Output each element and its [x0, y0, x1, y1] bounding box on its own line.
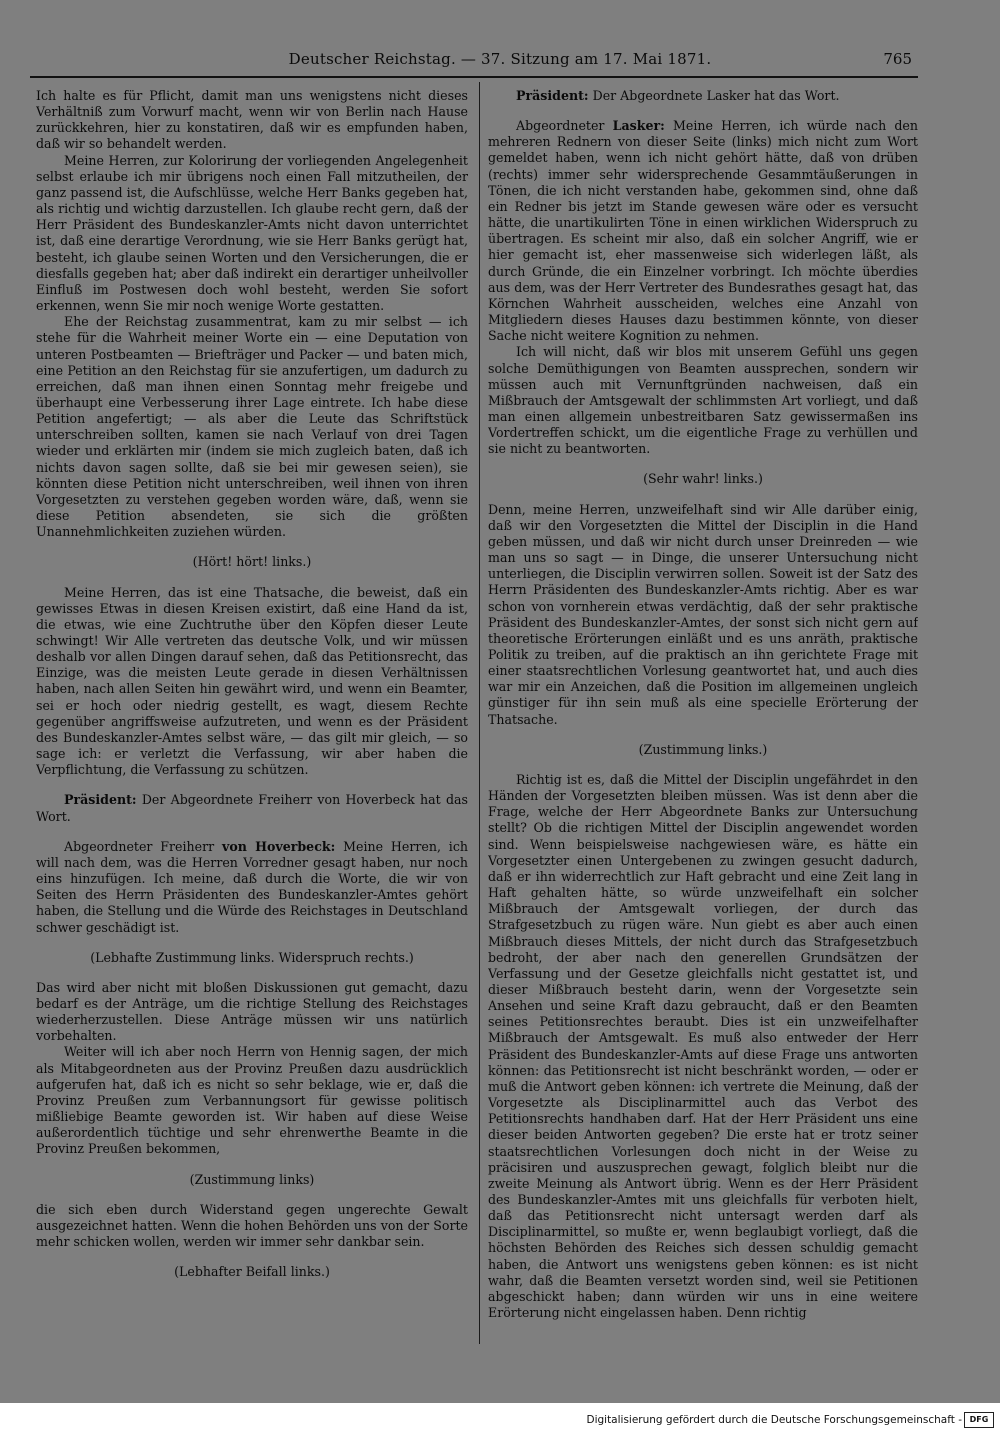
speaker-name: von Hoverbeck:: [222, 838, 336, 854]
paragraph-gap: [36, 825, 468, 839]
speech-paragraph: [36, 839, 468, 936]
speech-paragraph: [488, 118, 918, 344]
speaker-name: Lasker:: [612, 118, 665, 134]
speech-paragraph: [488, 88, 918, 104]
running-header: [0, 50, 1000, 72]
body-paragraph: Meine Herren, das ist eine Thatsache, die beweist, daß ein gewisses Etwas in diesen Kreisen existirt, daß eine Hand da ist, die etwas, wie eine Zuchtruthe über den Köpfen dieser Leute schwingt! Wir Alle vertreten das deutsche Volk, und wir müssen deshalb vor allen Dingen darauf sehen, daß das Petitionsrecht, das Einzige, was die meisten Leute gerade in diesen Verhältnissen haben, nach allen Seiten hin gewährt wird, und wenn ein Beamter, sei er hoch oder niedrig gestellt, es wagt, diesem Rechte gegenüber angriffsweise aufzutreten, und wenn es der Präsident des Bundeskanzler-Amtes selbst wäre, — das gilt mir gleich, — so sage ich: er verletzt die Verfassung, wir aber haben die Verpflichtung, die Verfassung zu schützen.: [36, 584, 468, 778]
body-paragraph: Weiter will ich aber noch Herrn von Hennig sagen, der mich als Mitabgeordneten aus der Provinz Preußen dazu ausdrücklich aufgerufen hat, daß ich es nicht so sehr beklage, wie er, daß die Provinz Preußen zum Verbannungsort für gewisse politisch mißliebige Beamte geworden ist. Wir haben auf diese Weise außerordentlich tüchtige und sehr ehrenwerthe Beamte in die Provinz Preußen bekommen,: [36, 1044, 468, 1157]
funding-credit: Digitalisierung gefördert durch die Deutsche Forschungsgemeinschaft -: [586, 1414, 962, 1426]
speaker-title: Abgeordneter Freiherr: [64, 838, 222, 854]
speech-text: Meine Herren, ich würde nach den mehreren Rednern von dieser Seite (links) mich nicht zum Wort gemeldet haben, wenn ich nicht gehört hätte, daß von drüben (rechts) immer sehr widersprechende Gesammtäußerungen in Tönen, die ich nicht verstanden habe, gekommen sind, ohne daß ein Redner bis jetzt im Stande gewesen wäre oder es versucht hätte, die unartikulirten Töne in einen wirklichen Widerspruch zu übertragen. Es scheint mir also, daß ein solcher Angriff, wie er hier gemacht ist, eher massenweise sich widerlegen läßt, als durch Gründe, die ein Einzelner vorbringt. Ich möchte überdies aus dem, was der Herr Vertreter des Bundesrathes gesagt hat, das Körnchen Wahrheit ausscheiden, welches eine Anzahl von Mitgliedern dieses Hauses dazu bestimmen könnte, von dieser Sache nicht weitere Kognition zu nehmen.: [488, 118, 918, 344]
body-paragraph: Meine Herren, zur Kolorirung der vorliegenden Angelegenheit selbst erlaube ich mir übrigens noch einen Fall mitzutheilen, der ganz passend ist, die Aufschlüsse, welche Herr Banks gegeben hat, als richtig und wichtig darzustellen. Ich glaube recht gern, daß der Herr Präsident des Bundeskanzler-Amts nicht davon unterrichtet ist, daß eine derartige Verordnung, wie sie Herr Banks gerügt hat, besteht, ich glaube seinen Worten und den Versicherungen, die er diesfalls gegeben hat; aber daß indirekt ein derartiger unheilvoller Einfluß im Postwesen doch wohl besteht, werden Sie sofort erkennen, wenn Sie mir noch wenige Worte gestatten.: [36, 152, 468, 314]
left-column: [36, 88, 468, 1343]
body-paragraph: Richtig ist es, daß die Mittel der Disciplin ungefährdet in den Händen der Vorgesetzten bleiben müssen. Was ist denn aber die Frage, welche der Herr Abgeordnete Banks zur Untersuchung stellt? Ob die richtigen Mittel der Disciplin angewendet worden sind. Wenn beispielsweise nachgewiesen wäre, es hätte ein Vorgesetzter einen Untergebenen zu zwingen gesucht dadurch, daß er ihn widerrechtlich zur Haft gebracht und eine Zeit lang in Haft gehalten hätte, so würde unzweifelhaft ein solcher Mißbrauch der Amtsgewalt vorliegen, der durch das Strafgesetzbuch zu rügen wäre. Nun giebt es aber auch einen Mißbrauch dieses Mittels, der nicht durch das Strafgesetzbuch bedroht, der aber nach den generellen Grundsätzen der Verfassung und der Gesetze gleichfalls nicht gestattet ist, und dieser Mißbrauch besteht darin, wenn der Vorgesetzte sein Ansehen und seine Kraft dazu gebraucht, daß er den Beamten seines Petitionsrechtes beraubt. Dies ist ein unzweifelhafter Mißbrauch der Amtsgewalt. Es muß also entweder der Herr Präsident des Bundeskanzler-Amts auf diese Frage uns antworten können: das Petitionsrecht ist nicht beschränkt worden, — oder er muß die Antwort geben können: ich vertrete die Meinung, daß der Vorgesetzte als Disciplinarmittel auch das Verbot des Petitionsrechts handhaben darf. Hat der Herr Präsident uns eine dieser beiden Antworten gegeben? Die erste hat er trotz seiner staatsrechtlichen Vorlesungen doch nicht in der Weise zu präcisiren und auszusprechen gewagt, folglich bleibt nur die zweite Meinung als Antwort übrig. Wenn es der Herr Präsident des Bundeskanzler-Amtes mit uns gleichfalls für verboten hielt, daß das Petitionsrecht nicht untersagt werden darf als Disciplinarmittel, so mußte er, wenn beglaubigt vorliegt, daß die höchsten Behörden des Reiches sich dessen schuldig gemacht haben, die Antwort uns wenigstens geben können: es ist nicht wahr, daß die Beamten versetzt worden sind, weil sie Petitionen abgeschickt haben; dann würden wir uns in eine weitere Erörterung nicht eingelassen haben. Denn richtig: [488, 771, 918, 1321]
page-number: 765: [883, 50, 912, 68]
speaker-title: Abgeordneter: [516, 118, 613, 134]
interjection: (Zustimmung links): [189, 1171, 315, 1187]
body-paragraph: Ich halte es für Pflicht, damit man uns wenigstens nicht dieses Verhältniß zum Vorwurf macht, wenn wir von Berlin nach Hause zurückkehren, hier zu konstatiren, daß wir es empfunden haben, daß wir so behandelt werden.: [36, 88, 468, 152]
column-divider: [479, 82, 480, 1344]
interjection: (Hört! hört! links.): [192, 554, 312, 570]
interjection: (Sehr wahr! links.): [643, 471, 763, 487]
body-paragraph: Denn, meine Herren, unzweifelhaft sind wir Alle darüber einig, daß wir den Vorgesetzten die Mittel der Disciplin in die Hand geben müssen, und daß wir nicht durch unser Dreinreden — wie man uns so sagt — in Dinge, die unserer Untersuchung nicht unterliegen, die Disciplin verwirren sollen. Soweit ist der Satz des Herrn Präsidenten des Bundeskanzler-Amts richtig. Aber es war schon von vornherein etwas verdächtig, daß der sehr praktische Präsident des Bundeskanzler-Amtes, der sonst sich nicht gern auf theoretische Erörterungen einläßt und es uns anräth, praktische Politik zu treiben, auf die praktisch an ihn gerichtete Frage mit einer staatsrechtlichen Vorlesung geantwortet hat, und auch dies war mir ein Anzeichen, daß die Position im allgemeinen ungleich günstiger für ihn sein muß als eine specielle Erörterung der Thatsache.: [488, 501, 918, 727]
interjection: (Zustimmung links.): [638, 741, 768, 757]
header-rule: [30, 76, 918, 78]
body-paragraph: Das wird aber nicht mit bloßen Diskussionen gut gemacht, dazu bedarf es der Anträge, um die richtige Stellung des Reichstages wiederherzustellen. Diese Anträge müssen wir uns natürlich vorbehalten.: [36, 979, 468, 1044]
right-column: [488, 88, 918, 1343]
speech-text: Der Abgeordnete Lasker hat das Wort.: [588, 88, 840, 103]
speech-text: Meine Herren, ich will nach dem, was die Herren Vorredner gesagt haben, nur noch eins hinzufügen. Ich meine, daß durch die Worte, die wir von Seiten des Herrn Präsidenten des Bundeskanzler-Amtes gehört haben, die Stellung und die Würde des Reichstages in Deutschland schwer geschädigt ist.: [36, 838, 468, 935]
interjection: (Lebhafte Zustimmung links. Widerspruch rechts.): [90, 949, 414, 965]
footer: [0, 1410, 1000, 1432]
body-paragraph: die sich eben durch Widerstand gegen ungerechte Gewalt ausgezeichnet hatten. Wenn die hohen Behörden uns von der Sorte mehr schicken wollen, werden wir immer sehr dankbar sein.: [36, 1201, 468, 1249]
body-paragraph: Ehe der Reichstag zusammentrat, kam zu mir selbst — ich stehe für die Wahrheit meiner Worte ein — eine Deputation von unteren Postbeamten — Briefträger und Packer — und baten mich, eine Petition an den Reichstag für sie anzufertigen, um dadurch zu erreichen, daß man ihnen einen Sonntag mehr freigebe und überhaupt eine Verbesserung ihrer Lage eintrete. Ich habe diese Petition angefertigt; — als aber die Leute das Schriftstück unterschreiben sollten, kamen sie nach Verlauf von drei Tagen wieder und erklärten mir (indem sie mich zugleich baten, daß ich nichts davon sagen sollte, daß sie bei mir gewesen seien), sie könnten diese Petition nicht unterschreiben, weil ihnen von ihren Vorgesetzten zu verstehen gegeben worden wäre, daß, wenn sie diese Petition absendeten, sie sich die größten Unannehmlichkeiten zuziehen würden.: [36, 314, 468, 540]
paragraph-gap: [36, 778, 468, 792]
header-title: Deutscher Reichstag. — 37. Sitzung am 17. Mai 1871.: [288, 50, 712, 68]
body-paragraph: Ich will nicht, daß wir blos mit unserem Gefühl uns gegen solche Demüthigungen von Beamten aussprechen, sondern wir müssen auch mit Vernunftgründen nachweisen, daß ein Mißbrauch der Amtsgewalt der schlimmsten Art vorliegt, und daß man einen allgemein unbestreitbaren Satz gewissermaßen ins Vordertreffen schickt, um die eigentliche Frage zu verhüllen und sie nicht zu beantworten.: [488, 344, 918, 457]
dfg-logo: DFG: [964, 1412, 994, 1428]
interjection: (Lebhafter Beifall links.): [174, 1264, 330, 1280]
speaker-name: Präsident:: [64, 792, 137, 808]
speech-paragraph: [36, 792, 468, 824]
speaker-name: Präsident:: [516, 88, 589, 103]
paragraph-gap: [488, 104, 918, 118]
speech-text: Der Abgeordnete Freiherr von Hoverbeck hat das Wort.: [36, 792, 468, 824]
